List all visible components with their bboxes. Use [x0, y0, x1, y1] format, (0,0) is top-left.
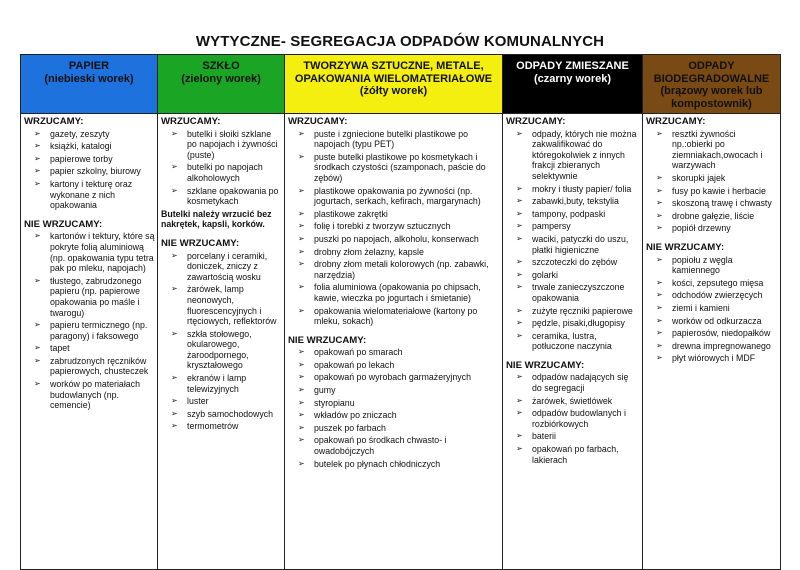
arrow-icon: ➢ — [171, 284, 178, 294]
arrow-icon: ➢ — [656, 302, 663, 312]
arrow-icon: ➢ — [171, 421, 178, 431]
arrow-icon: ➢ — [171, 373, 178, 383]
item-text: folię i torebki z tworzyw sztucznych — [314, 221, 451, 232]
list-item — [288, 360, 500, 371]
item-text: żarówek, świetlówek — [532, 395, 613, 406]
list-item — [506, 306, 640, 317]
list-item — [24, 179, 155, 211]
list-item — [646, 198, 778, 209]
arrow-icon: ➢ — [298, 397, 305, 407]
list-item — [646, 303, 778, 314]
item-text: papierosów, niedopałków — [672, 328, 771, 339]
list-item — [161, 129, 282, 161]
arrow-icon: ➢ — [298, 221, 305, 231]
list-item — [161, 251, 282, 283]
rejected-list — [288, 347, 500, 469]
item-text: odpady, których nie można zakwalifikować do któregokolwiek z innych frakcji zbieranych selektywnie — [532, 128, 637, 181]
arrow-icon: ➢ — [34, 166, 41, 176]
arrow-icon: ➢ — [298, 128, 305, 138]
list-item — [646, 255, 778, 276]
arrow-icon: ➢ — [516, 208, 523, 218]
arrow-icon: ➢ — [516, 221, 523, 231]
arrow-icon: ➢ — [516, 128, 523, 138]
list-item — [288, 152, 500, 184]
rejected-heading: NIE WRZUCAMY: — [288, 334, 367, 346]
list-item — [288, 259, 500, 280]
item-text: kartonów i tektury, które są pokryte folią aluminiową (np. opakowania typu tetra pak po mleku, napojach) — [50, 231, 155, 274]
cell-bio — [643, 114, 781, 570]
item-text: worków po materiałach budowlanych (np. cemencie) — [50, 379, 140, 411]
list-item — [24, 166, 155, 177]
item-text: tapet — [50, 343, 70, 354]
list-item — [646, 278, 778, 289]
item-text: puste i zgniecione butelki plastikowe po napojach (typu PET) — [314, 128, 469, 150]
item-text: ceramika, lustra, potłuczone naczynia — [532, 330, 612, 352]
arrow-icon: ➢ — [34, 343, 41, 353]
arrow-icon: ➢ — [298, 410, 305, 420]
accepted-list — [24, 129, 155, 211]
arrow-icon: ➢ — [298, 259, 305, 269]
item-text: drobne gałęzie, liście — [672, 210, 755, 221]
content-row — [21, 114, 781, 570]
arrow-icon: ➢ — [656, 277, 663, 287]
item-text: puszek po farbach — [314, 422, 386, 433]
rejected-heading: NIE WRZUCAMY: — [646, 241, 725, 253]
item-text: opakowań po farbach, lakierach — [532, 444, 619, 465]
item-text: odpadów budowlanych i rozbiórkowych — [532, 408, 626, 429]
list-item — [288, 459, 500, 470]
list-item — [506, 209, 640, 220]
note-text: Butelki należy wrzucić bez nakrętek, kapsli, korków. — [161, 208, 272, 230]
arrow-icon: ➢ — [516, 196, 523, 206]
header-line: (żółty worek) — [359, 85, 428, 97]
list-item — [646, 328, 778, 339]
page-title: WYTYCZNE- SEGREGACJA ODPADÓW KOMUNALNYCH — [195, 33, 605, 50]
header-glass — [158, 55, 285, 114]
header-plastics — [285, 55, 503, 114]
item-text: skorupki jajek — [672, 172, 726, 183]
arrow-icon: ➢ — [34, 153, 41, 163]
arrow-icon: ➢ — [516, 408, 523, 418]
rejected-list — [506, 372, 640, 465]
list-item — [24, 320, 155, 341]
arrow-icon: ➢ — [516, 183, 523, 193]
arrow-icon: ➢ — [298, 185, 305, 195]
accepted-list — [506, 129, 640, 352]
item-text: gazety, zeszyty — [50, 128, 110, 139]
item-text: termometrów — [187, 421, 239, 432]
list-item — [288, 306, 500, 327]
arrow-icon: ➢ — [298, 458, 305, 468]
item-text: drobny złom żelazny, kapsle — [314, 246, 424, 257]
item-text: opakowań po środkach chwasto- i owadobójczych — [314, 435, 447, 457]
list-item — [646, 290, 778, 301]
list-item — [288, 209, 500, 220]
header-line: (brązowy worek lub kompostownik) — [660, 85, 763, 110]
list-item — [506, 408, 640, 429]
header-line: ODPADY ZMIESZANE — [516, 60, 629, 72]
list-item — [646, 316, 778, 327]
accepted-heading: WRZUCAMY: — [24, 116, 84, 127]
arrow-icon: ➢ — [34, 355, 41, 365]
list-item — [506, 282, 640, 303]
item-text: kości, zepsutego mięsa — [672, 277, 764, 288]
arrow-icon: ➢ — [516, 318, 523, 328]
item-text: plastikowe opakowania po żywności (np. jogurtach, serkach, kefirach, margarynach) — [314, 185, 481, 207]
header-line: ODPADY — [688, 60, 735, 72]
item-text: książki, katalogi — [50, 141, 112, 152]
list-item — [24, 276, 155, 318]
item-text: papierowe torby — [50, 153, 113, 164]
list-item — [161, 186, 282, 207]
item-text: popiół drzewny — [672, 223, 731, 234]
header-line: PAPIER — [68, 60, 110, 72]
header-bio — [643, 55, 781, 114]
rejected-list — [24, 231, 155, 411]
list-item — [288, 385, 500, 396]
arrow-icon: ➢ — [656, 223, 663, 233]
list-item — [506, 234, 640, 255]
list-item — [288, 423, 500, 434]
item-text: plastikowe zakrętki — [314, 208, 388, 219]
arrow-icon: ➢ — [656, 172, 663, 182]
item-text: opakowań po lekach — [314, 359, 395, 370]
list-item — [288, 247, 500, 258]
list-item — [506, 257, 640, 268]
list-item — [288, 129, 500, 150]
item-text: papier szkolny, biurowy — [50, 166, 141, 177]
item-text: resztki żywności np.:obierki po ziemniakach,owocach i warzywach — [672, 128, 763, 171]
list-item — [161, 162, 282, 183]
item-text: baterii — [532, 431, 556, 442]
list-item — [161, 409, 282, 420]
list-item — [506, 196, 640, 207]
arrow-icon: ➢ — [298, 435, 305, 445]
arrow-icon: ➢ — [298, 246, 305, 256]
arrow-icon: ➢ — [516, 395, 523, 405]
item-text: opakowań po smarach — [314, 347, 403, 358]
item-text: worków od odkurzacza — [672, 315, 762, 326]
list-item — [288, 234, 500, 245]
item-text: zabawki,buty, tekstylia — [532, 196, 619, 207]
item-text: gumy — [314, 385, 336, 396]
arrow-icon: ➢ — [656, 185, 663, 195]
list-item — [506, 444, 640, 465]
list-item — [288, 282, 500, 303]
item-text: żarówek, lamp neonowych, fluorescencyjnych i rtęciowych, reflektorów — [187, 284, 277, 327]
arrow-icon: ➢ — [298, 208, 305, 218]
arrow-icon: ➢ — [34, 128, 41, 138]
arrow-icon: ➢ — [298, 233, 305, 243]
list-item — [506, 129, 640, 182]
list-item — [506, 221, 640, 232]
item-text: tłustego, zabrudzonego papieru (np. papierowe opakowania po maśle i twarogu) — [50, 275, 142, 318]
arrow-icon: ➢ — [656, 290, 663, 300]
arrow-icon: ➢ — [34, 320, 41, 330]
accepted-list — [288, 129, 500, 327]
arrow-icon: ➢ — [34, 178, 41, 188]
list-item — [646, 129, 778, 171]
item-text: zużyte ręczniki papierowe — [532, 305, 633, 316]
list-item — [161, 421, 282, 432]
list-item — [646, 186, 778, 197]
item-text: butelki po napojach alkoholowych — [187, 162, 263, 183]
list-item — [506, 372, 640, 393]
list-item — [288, 410, 500, 421]
arrow-icon: ➢ — [516, 431, 523, 441]
item-text: szczoteczki do zębów — [532, 257, 618, 268]
accepted-heading: WRZUCAMY: — [506, 116, 566, 127]
list-item — [161, 396, 282, 407]
arrow-icon: ➢ — [656, 328, 663, 338]
item-text: odchodów zwierzęcych — [672, 290, 763, 301]
header-line: (zielony worek) — [181, 72, 261, 85]
arrow-icon: ➢ — [516, 305, 523, 315]
item-text: odpadów nadających się do segregacji — [532, 372, 629, 394]
item-text: pędzle, pisaki,długopisy — [532, 318, 625, 329]
list-item — [24, 141, 155, 152]
item-text: golarki — [532, 269, 558, 280]
list-item — [506, 318, 640, 329]
item-text: szyb samochodowych — [187, 408, 274, 419]
arrow-icon: ➢ — [656, 315, 663, 325]
list-item — [24, 343, 155, 354]
list-item — [646, 173, 778, 184]
item-text: folia aluminiowa (opakowania po chipsach, kawie, wieczka po jogurtach i śmietanie) — [314, 282, 481, 303]
rejected-heading: NIE WRZUCAMY: — [24, 218, 103, 230]
list-item — [506, 270, 640, 281]
header-line: OPAKOWANIA WIELOMATERIAŁOWE — [294, 72, 493, 85]
list-item — [24, 154, 155, 165]
arrow-icon: ➢ — [171, 185, 178, 195]
item-text: ziemi i kamieni — [672, 302, 730, 313]
header-paper — [21, 55, 158, 114]
arrow-icon: ➢ — [516, 444, 523, 454]
item-text: puszki po napojach, alkoholu, konserwach — [314, 233, 479, 244]
item-text: opakowania wielomateriałowe (kartony po mleku, sokach) — [314, 305, 478, 327]
arrow-icon: ➢ — [656, 198, 663, 208]
list-item — [24, 129, 155, 140]
arrow-icon: ➢ — [171, 162, 178, 172]
arrow-icon: ➢ — [516, 233, 523, 243]
header-mixed — [503, 55, 643, 114]
accepted-heading: WRZUCAMY: — [646, 116, 706, 127]
arrow-icon: ➢ — [516, 282, 523, 292]
arrow-icon: ➢ — [516, 372, 523, 382]
list-item — [24, 356, 155, 377]
list-item — [288, 221, 500, 232]
arrow-icon: ➢ — [34, 275, 41, 285]
header-line: BIODEGRADOWALNE — [653, 72, 770, 85]
arrow-icon: ➢ — [298, 372, 305, 382]
arrow-icon: ➢ — [298, 422, 305, 432]
list-item — [288, 435, 500, 456]
arrow-icon: ➢ — [34, 141, 41, 151]
list-item — [646, 211, 778, 222]
arrow-icon: ➢ — [298, 151, 305, 161]
item-text: skoszoną trawę i chwasty — [672, 198, 772, 209]
arrow-icon: ➢ — [656, 210, 663, 220]
list-item — [24, 379, 155, 411]
cell-paper — [21, 114, 158, 570]
list-item — [288, 347, 500, 358]
list-item — [646, 353, 778, 364]
item-text: tampony, podpaski — [532, 208, 606, 219]
item-text: butelek po płynach chłodniczych — [314, 458, 441, 469]
arrow-icon: ➢ — [516, 257, 523, 267]
arrow-icon: ➢ — [298, 282, 305, 292]
item-text: puste butelki plastikowe po kosmetykach i środkach czystości (szamponach, paście do zębów) — [314, 151, 486, 183]
item-text: drobny złom metali kolorowych (np. zabawki, narzędzia) — [314, 259, 489, 280]
cell-plastics — [285, 114, 503, 570]
arrow-icon: ➢ — [171, 396, 178, 406]
arrow-icon: ➢ — [298, 305, 305, 315]
header-line: SZKŁO — [202, 60, 240, 72]
list-item — [506, 396, 640, 407]
item-text: szklane opakowania po kosmetykach — [187, 185, 279, 207]
list-item — [161, 373, 282, 394]
item-text: popiołu z węgla kamiennego — [672, 254, 733, 276]
rejected-heading: NIE WRZUCAMY: — [161, 237, 240, 249]
item-text: pampersy — [532, 221, 571, 232]
rejected-list — [646, 255, 778, 364]
accepted-list — [161, 129, 282, 207]
arrow-icon: ➢ — [34, 379, 41, 389]
item-text: fusy po kawie i herbacie — [672, 185, 766, 196]
item-text: porcelany i ceramiki, doniczek, zniczy z zawartością wosku — [187, 250, 268, 282]
arrow-icon: ➢ — [171, 128, 178, 138]
rejected-list — [161, 251, 282, 433]
arrow-icon: ➢ — [656, 353, 663, 363]
item-text: szkła stołowego, okularowego, żaroodpornego, kryształowego — [187, 328, 252, 371]
arrow-icon: ➢ — [298, 347, 305, 357]
cell-glass — [158, 114, 285, 570]
arrow-icon: ➢ — [171, 328, 178, 338]
header-line: (niebieski worek) — [44, 72, 134, 85]
list-item — [288, 186, 500, 207]
arrow-icon: ➢ — [171, 250, 178, 260]
header-line: (czarny worek) — [533, 72, 612, 85]
item-text: wkładów po zniczach — [314, 410, 397, 421]
arrow-icon: ➢ — [171, 408, 178, 418]
list-item — [506, 331, 640, 352]
item-text: waciki, patyczki do uszu, płatki higieniczne — [532, 233, 629, 255]
item-text: ekranów i lamp telewizyjnych — [187, 373, 247, 394]
list-item — [506, 184, 640, 195]
arrow-icon: ➢ — [298, 385, 305, 395]
accepted-heading: WRZUCAMY: — [288, 116, 348, 127]
list-item — [646, 223, 778, 234]
accepted-heading: WRZUCAMY: — [161, 116, 221, 127]
item-text: butelki i słoiki szklane po napojach i żywności (puste) — [187, 128, 278, 160]
accepted-list — [646, 129, 778, 234]
list-item — [506, 431, 640, 442]
item-text: drewna impregnowanego — [672, 340, 771, 351]
item-text: trwale zanieczyszczone opakowania — [532, 282, 625, 303]
arrow-icon: ➢ — [516, 330, 523, 340]
arrow-icon: ➢ — [656, 340, 663, 350]
item-text: mokry i tłusty papier/ folia — [532, 183, 632, 194]
segregation-table — [20, 54, 781, 570]
cell-mixed — [503, 114, 643, 570]
header-line: TWORZYWA SZTUCZNE, METALE, — [303, 60, 484, 72]
item-text: zabrudzonych ręczników papierowych, chusteczek — [50, 355, 149, 377]
item-text: luster — [187, 396, 209, 407]
arrow-icon: ➢ — [656, 254, 663, 264]
header-row — [21, 55, 781, 114]
list-item — [646, 341, 778, 352]
arrow-icon: ➢ — [34, 231, 41, 241]
item-text: styropianu — [314, 397, 355, 408]
arrow-icon: ➢ — [656, 128, 663, 138]
arrow-icon: ➢ — [516, 269, 523, 279]
item-text: papieru termicznego (np. paragony) i faksowego — [50, 320, 148, 341]
arrow-icon: ➢ — [298, 359, 305, 369]
list-item — [288, 372, 500, 383]
item-text: kartony i tekturę oraz wykonane z nich opakowania — [50, 178, 133, 211]
list-item — [288, 398, 500, 409]
list-item — [161, 284, 282, 326]
list-item — [24, 231, 155, 273]
item-text: płyt wiórowych i MDF — [672, 353, 756, 364]
item-text: opakowań po wyrobach garmażeryjnych — [314, 372, 471, 383]
rejected-heading: NIE WRZUCAMY: — [506, 359, 585, 371]
list-item — [161, 329, 282, 371]
